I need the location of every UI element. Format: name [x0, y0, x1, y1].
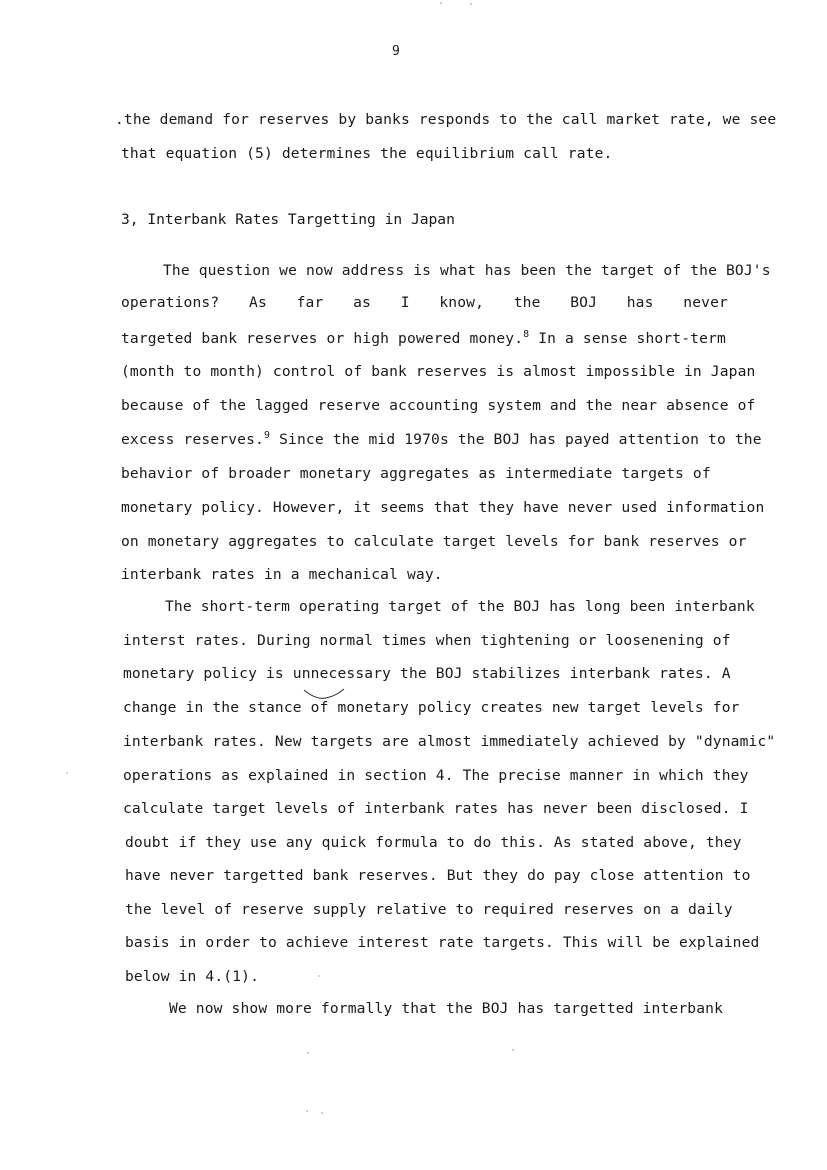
p1-word: the	[513, 294, 541, 311]
p1-line-6	[121, 431, 762, 449]
scan-speck	[512, 1049, 514, 1051]
p2-line-8: doubt if they use any quick formula to do this. As stated above, they	[125, 834, 742, 851]
scan-speck	[307, 1052, 309, 1054]
p2-line-1: The short-term operating target of the BOJ has long been interbank	[165, 598, 755, 615]
scan-speck	[66, 772, 68, 774]
scan-speck	[306, 1110, 308, 1112]
p2-line-2: interst rates. During normal times when tightening or loosenening of	[123, 632, 731, 649]
p1-line-6-text: excess reserves.	[121, 431, 264, 448]
p1-line-6-tail: Since the mid 1970s the BOJ has payed attention to the	[270, 431, 762, 448]
p1-line-10: interbank rates in a mechanical way.	[121, 566, 443, 583]
intro-line-2: that equation (5) determines the equilibrium call rate.	[121, 145, 613, 162]
p2-line-9: have never targetted bank reserves. But they do pay close attention to	[125, 867, 751, 884]
p2-line-3: monetary policy is unnecessary the BOJ stabilizes interbank rates. A	[123, 665, 731, 682]
intro-line-1: .the demand for reserves by banks responds to the call market rate, we see	[115, 111, 777, 128]
p1-word: BOJ	[570, 294, 598, 311]
p1-line-8: monetary policy. However, it seems that they have never used information	[121, 499, 765, 516]
p1-word: has	[626, 294, 654, 311]
p1-word: As	[249, 294, 267, 311]
scan-speck	[470, 3, 472, 5]
p2-line-5: interbank rates. New targets are almost immediately achieved by "dynamic"	[123, 733, 776, 750]
p1-word: know,	[439, 294, 485, 311]
p2-line-10: the level of reserve supply relative to required reserves on a daily	[125, 901, 733, 918]
p1-word: far	[296, 294, 324, 311]
footnote-marker-8: 8	[523, 329, 530, 340]
p1-word: as	[353, 294, 371, 311]
p2-line-6: operations as explained in section 4. The precise manner in which they	[123, 767, 749, 784]
p1-word: never	[683, 294, 728, 311]
p1-line-2	[121, 294, 728, 312]
p1-line-5: because of the lagged reserve accounting system and the near absence of	[121, 397, 756, 414]
p1-line-7: behavior of broader monetary aggregates as intermediate targets of	[121, 465, 711, 482]
p3-line-1: We now show more formally that the BOJ has targetted interbank	[169, 1000, 724, 1017]
p1-line-3	[121, 330, 726, 348]
p2-line-7: calculate target levels of interbank rates has never been disclosed. I	[123, 800, 749, 817]
p2-line-4: change in the stance of monetary policy creates new target levels for	[123, 699, 740, 716]
p1-line-4: (month to month) control of bank reserves is almost impossible in Japan	[121, 363, 756, 380]
p1-line-1: The question we now address is what has been the target of the BOJ's	[163, 262, 771, 279]
scan-speck	[440, 2, 442, 4]
page-number: 9	[392, 44, 400, 59]
p1-line-3-tail: In a sense short-term	[529, 330, 726, 347]
scan-speck	[318, 975, 320, 977]
footnote-marker-9: 9	[263, 430, 271, 441]
p1-line-9: on monetary aggregates to calculate target levels for bank reserves or	[121, 533, 747, 550]
p1-word: I	[400, 294, 410, 311]
handwritten-caret-mark	[302, 688, 346, 700]
section-heading: 3, Interbank Rates Targetting in Japan	[121, 211, 455, 228]
p2-line-11: basis in order to achieve interest rate targets. This will be explained	[125, 934, 760, 951]
p1-word: operations?	[121, 294, 220, 311]
scan-speck	[321, 1112, 323, 1114]
p1-line-3-text: targeted bank reserves or high powered money.	[121, 330, 524, 347]
p2-line-12: below in 4.(1).	[125, 968, 260, 985]
